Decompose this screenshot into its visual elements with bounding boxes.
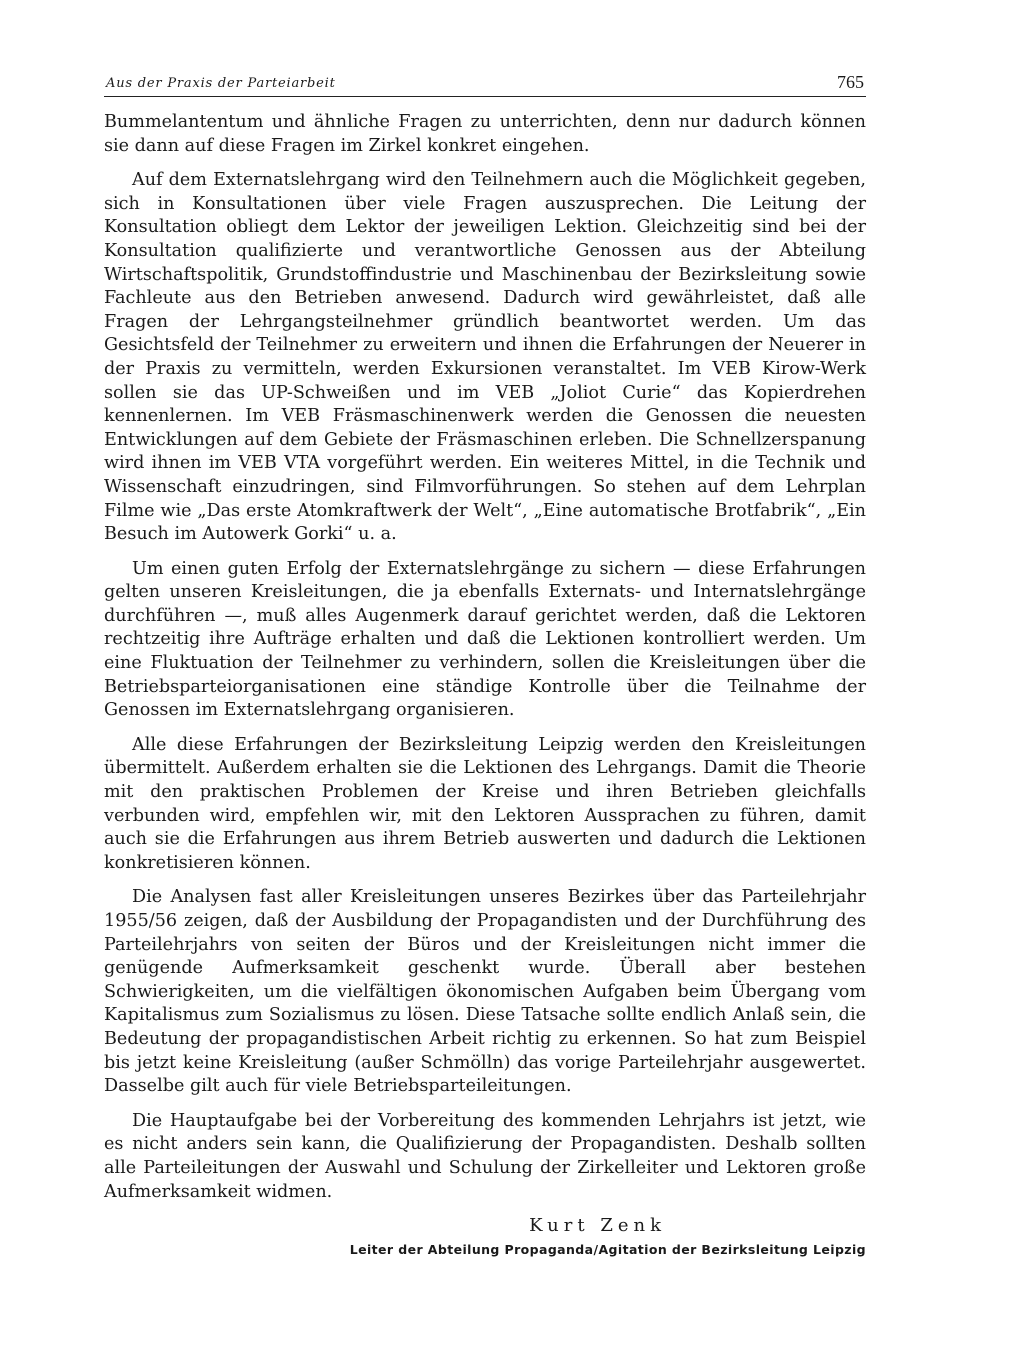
- paragraph: Alle diese Erfahrungen der Bezirksleitung Leipzig werden den Kreisleitungen übermittelt. Außerdem erhalten sie die Lektionen des Lehrgangs. Damit die Theorie mit den praktischen Problemen der Kreise und ihren Betrieben gleichfalls verbunden wird, empfehlen wir, mit den Lektoren Aussprachen zu führen, damit auch sie die Erfahrungen aus ihrem Betrieb auswerten und dadurch die Lektionen konkretisieren können.: [104, 734, 866, 873]
- page-number: 765: [837, 72, 864, 92]
- author-name: Kurt Zenk: [529, 1215, 666, 1237]
- header-title: Aus der Praxis der Parteiarbeit: [106, 76, 336, 91]
- paragraph: Die Analysen fast aller Kreisleitungen unseres Bezirkes über das Parteilehrjahr 1955/56 zeigen, daß der Ausbildung der Propagandisten und der Durchführung des Parteilehrjahrs von seiten der Büros und der Kreisleitungen nicht immer die genügende Aufmerksamkeit geschenkt wurde. Überall aber bestehen Schwierigkeiten, um die vielfältigen ökonomischen Aufgaben beim Übergang vom Kapitalismus zum Sozialismus zu lösen. Diese Tatsache sollte endlich Anlaß sein, die Bedeutung der propagandistischen Arbeit richtig zu erkennen. So hat zum Beispiel bis jetzt keine Kreisleitung (außer Schmölln) das vorige Parteilehrjahr ausgewertet. Dasselbe gilt auch für viele Betriebsparteileitungen.: [104, 887, 866, 1097]
- author-affiliation: Leiter der Abteilung Propaganda/Agitation der Bezirksleitung Leipzig: [349, 1242, 866, 1258]
- article-body: [104, 111, 866, 1204]
- paragraph: Auf dem Externatslehrgang wird den Teilnehmern auch die Möglichkeit gegeben, sich in Konsultationen über viele Fragen auszusprechen. Die Leitung der Konsultation obliegt dem Lektor der jeweiligen Lektion. Gleichzeitig sind bei der Konsultation qualifizierte und verantwortliche Genossen aus der Abteilung Wirtschaftspolitik, Grundstoffindustrie und Maschinenbau der Bezirksleitung sowie Fachleute aus den Betrieben anwesend. Dadurch wird gewährleistet, daß alle Fragen der Lehrgangsteilnehmer gründlich beantwortet werden. Um das Gesichtsfeld der Teilnehmer zu erweitern und ihnen die Erfahrungen der Neuerer in der Praxis zu vermitteln, werden Exkursionen veranstaltet. Im VEB Kirow-Werk sollen sie das UP-Schweißen und im VEB „Joliot Curie“ das Kopierdrehen kennenlernen. Im VEB Fräsmaschinenwerk werden die Genossen die neuesten Entwicklungen auf dem Gebiete der Fräsmaschinen erleben. Die Schnellzerspanung wird ihnen im VEB VTA vorgeführt werden. Ein weiteres Mittel, in die Technik und Wissenschaft einzudringen, sind Filmvorführungen. So stehen auf dem Lehrplan Filme wie „Das erste Atomkraftwerk der Welt“, „Eine automatische Brotfabrik“, „Ein Besuch im Autowerk Gorki“ u. a.: [104, 170, 866, 545]
- running-header: [104, 66, 866, 97]
- paragraph: Die Hauptaufgabe bei der Vorbereitung des kommenden Lehrjahrs ist jetzt, wie es nicht anders sein kann, die Qualifizierung der Propagandisten. Deshalb sollten alle Parteileitungen der Auswahl und Schulung der Zirkelleiter und Lektoren große Aufmerksamkeit widmen.: [104, 1110, 866, 1202]
- paragraph: Bummelantentum und ähnliche Fragen zu unterrichten, denn nur dadurch können sie dann auf diese Fragen im Zirkel konkret eingehen.: [104, 112, 866, 156]
- paragraph: Um einen guten Erfolg der Externatslehrgänge zu sichern — diese Erfahrungen gelten unseren Kreisleitungen, die ja ebenfalls Externats- und Internatslehrgänge durchführen —, muß alles Augenmerk darauf gerichtet werden, daß die Lektoren rechtzeitig ihre Aufträge erhalten und daß die Lektionen kontrolliert werden. Um eine Fluktuation der Teilnehmer zu verhindern, sollen die Kreisleitungen über die Betriebsparteiorganisationen eine ständige Kontrolle über die Teilnahme der Genossen im Externatslehrgang organisieren.: [104, 558, 866, 721]
- page-content: [104, 66, 866, 1257]
